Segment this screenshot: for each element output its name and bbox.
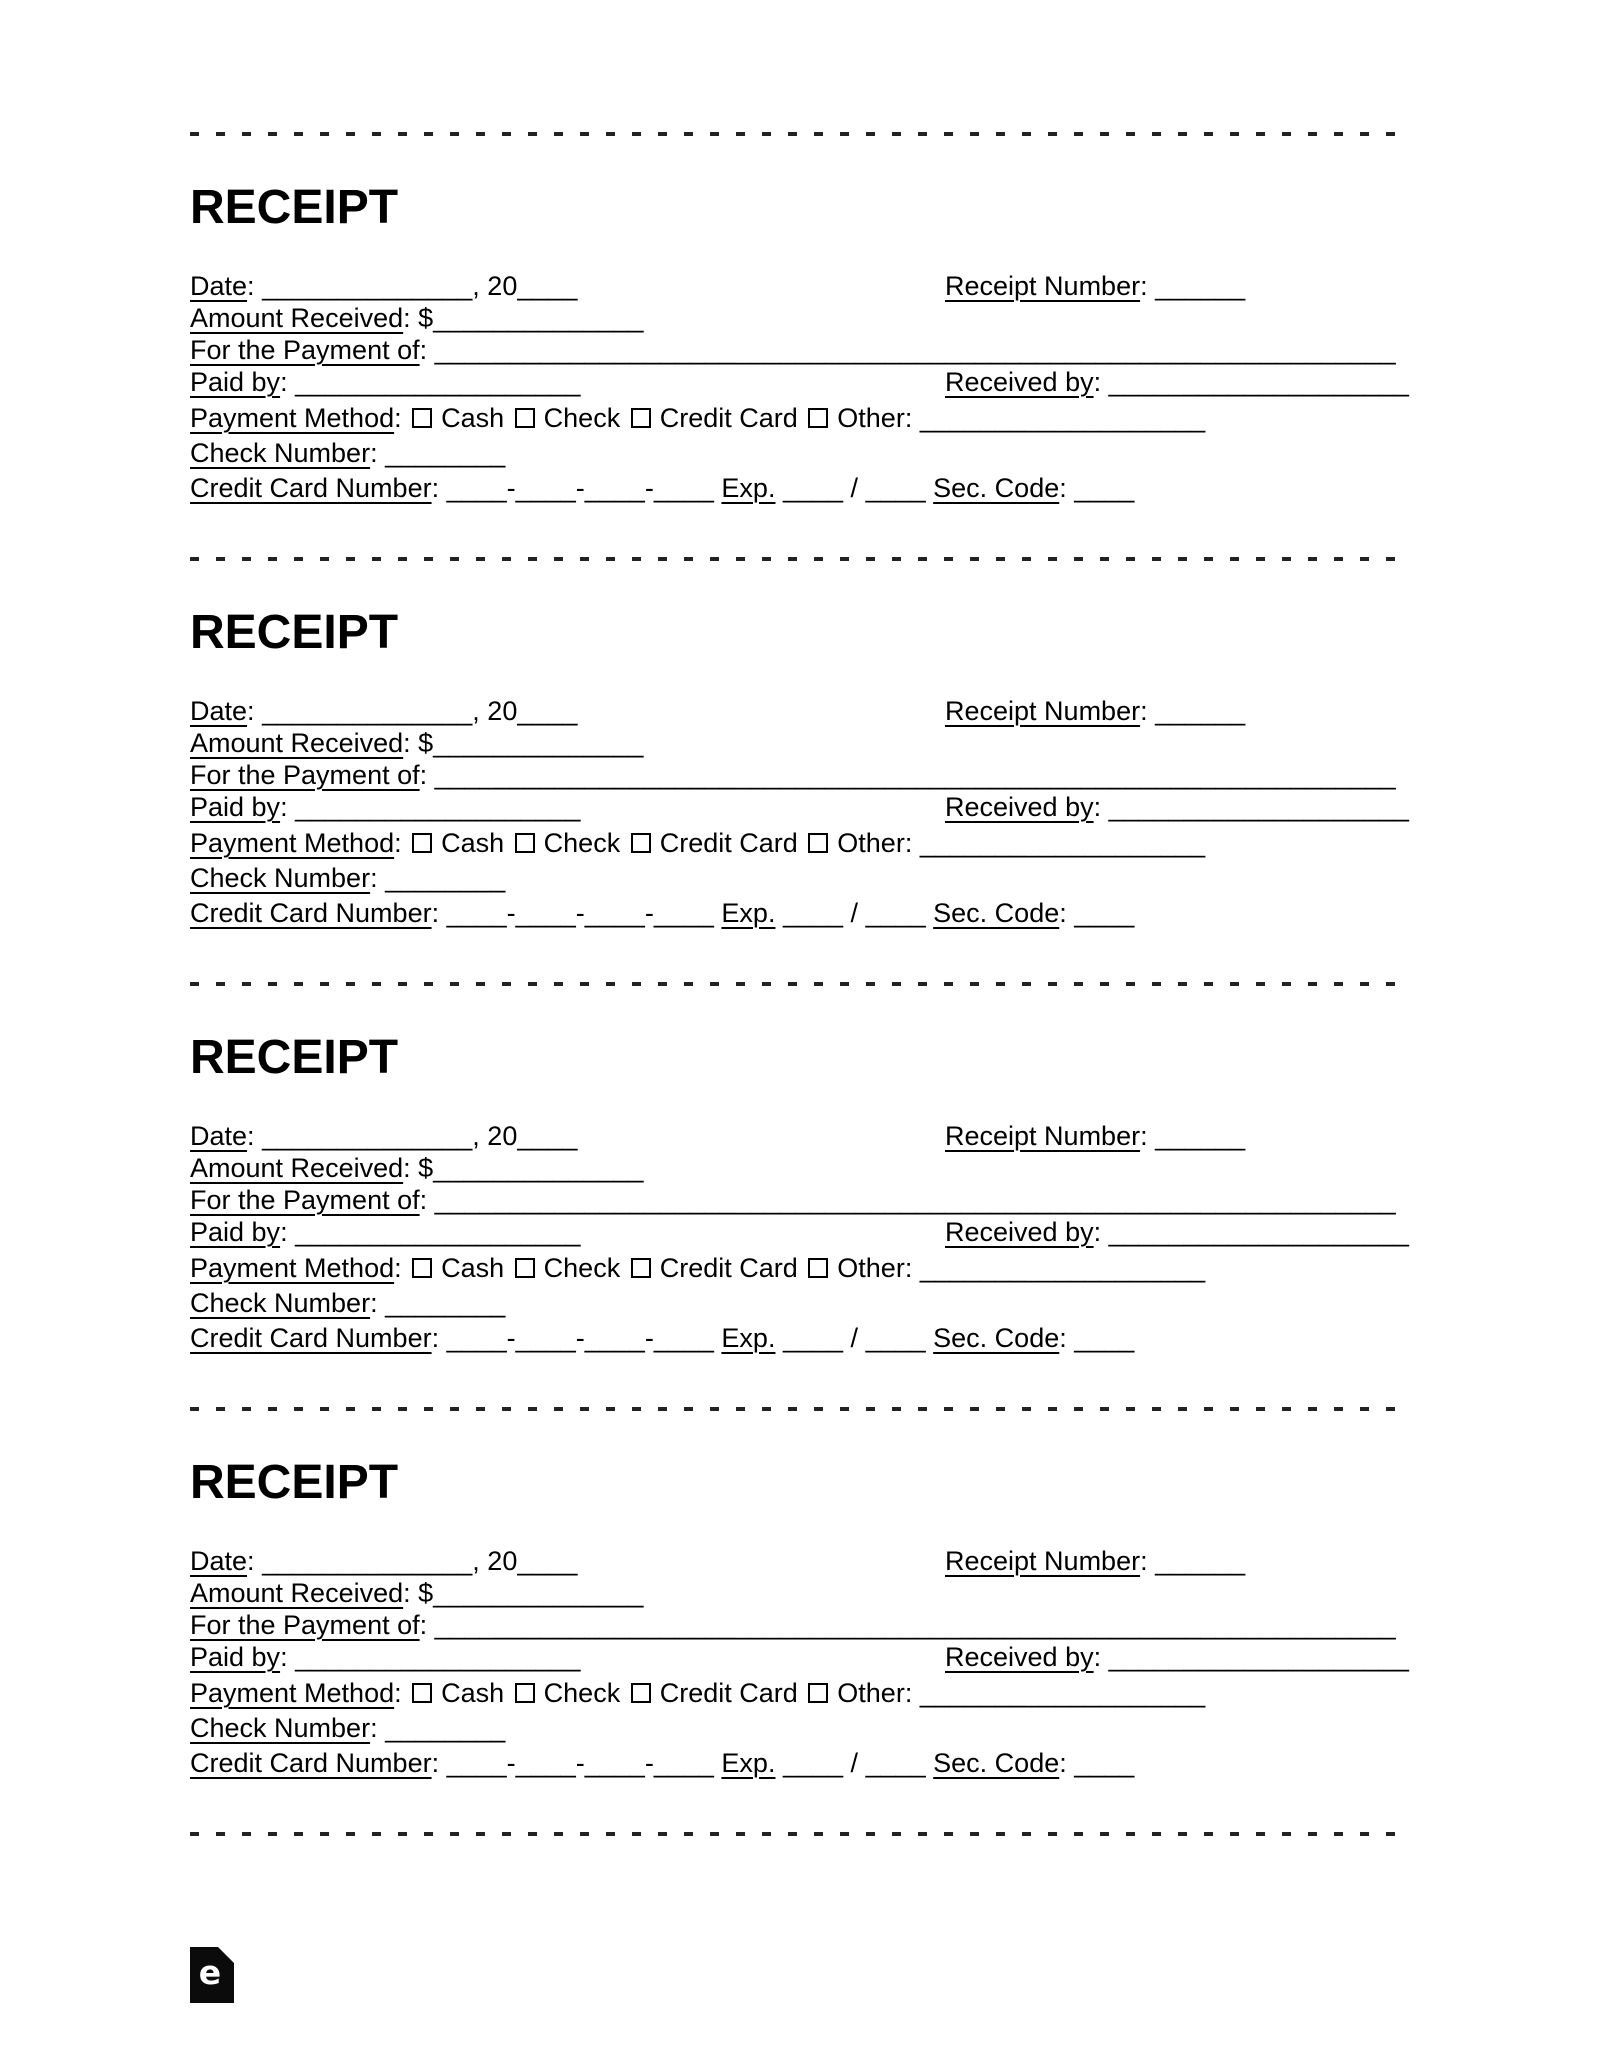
credit-card-option-label: Credit Card <box>659 403 798 433</box>
payment-of-label: For the Payment of <box>190 1610 420 1640</box>
card-group-blank-3: ____ <box>584 1748 645 1778</box>
date-label: Date <box>190 1546 248 1576</box>
amount-received-row <box>190 1577 1410 1609</box>
card-group-blank-1: ____ <box>446 1748 507 1778</box>
amount-received-label: Amount Received <box>190 1153 404 1183</box>
other-option-label: Other <box>837 403 905 433</box>
date-label: Date <box>190 1121 248 1151</box>
receipt-number-label: Receipt Number <box>945 271 1141 301</box>
card-group-blank-2: ____ <box>515 473 576 503</box>
sec-code-label: Sec. Code <box>933 1323 1060 1353</box>
exp-label: Exp. <box>721 473 776 503</box>
card-group-dash-3: - <box>644 473 654 503</box>
exp-blank-line: ____ <box>782 1748 844 1778</box>
card-group-dash-1: - <box>506 1748 516 1778</box>
check-number-label: Check Number <box>190 1288 371 1318</box>
paid-by-row <box>190 791 1410 823</box>
credit-card-checkbox-icon <box>631 833 651 853</box>
sec-code-colon: : <box>1059 1323 1075 1353</box>
payment-of-blank-line: ________________________________________________________________ <box>434 760 1396 790</box>
sec-code-blank-line: ____ <box>1074 1323 1135 1353</box>
received-by-label: Received by <box>945 792 1094 822</box>
payment-method-colon: : <box>394 828 410 858</box>
card-group-dash-3: - <box>644 1748 654 1778</box>
cash-checkbox-icon <box>412 833 432 853</box>
date-colon: : <box>247 1121 263 1151</box>
exp-year-blank-line: ____ <box>865 898 926 928</box>
card-group-blank-1: ____ <box>446 473 507 503</box>
logo-letter: e <box>198 1953 222 1992</box>
card-group-blank-4: ____ <box>653 1323 714 1353</box>
exp-label: Exp. <box>721 1323 776 1353</box>
amount-received-label: Amount Received <box>190 1578 404 1608</box>
receipt-number-label: Receipt Number <box>945 1546 1141 1576</box>
check-number-blank-line: ________ <box>385 1288 506 1318</box>
card-group-blank-3: ____ <box>584 898 645 928</box>
date-colon: : <box>247 1546 263 1576</box>
date-colon: : <box>247 271 263 301</box>
credit-card-number-colon: : <box>431 898 447 928</box>
receipt-section <box>190 1032 1410 1356</box>
other-colon: : <box>904 1253 920 1283</box>
card-group-dash-3: - <box>644 898 654 928</box>
paid-by-label: Paid by <box>190 1642 281 1672</box>
other-option-label: Other <box>837 1253 905 1283</box>
received-by-colon: : <box>1093 1217 1109 1247</box>
received-by-blank-line: ____________________ <box>1108 367 1409 397</box>
check-number-label: Check Number <box>190 438 371 468</box>
other-checkbox-icon <box>808 408 828 428</box>
other-option-label: Other <box>837 828 905 858</box>
credit-card-checkbox-icon <box>631 408 651 428</box>
amount-received-colon: : $ <box>403 1578 434 1608</box>
receipt-title: RECEIPT <box>190 1456 399 1509</box>
check-number-colon: : <box>370 1713 386 1743</box>
amount-received-blank-line: ______________ <box>433 1153 644 1183</box>
other-option-label: Other <box>837 1678 905 1708</box>
exp-slash: / <box>843 898 866 928</box>
payment-of-blank-line: ________________________________________________________________ <box>434 335 1396 365</box>
credit-card-number-colon: : <box>431 1748 447 1778</box>
paid-by-colon: : <box>280 792 296 822</box>
credit-card-checkbox-icon <box>631 1683 651 1703</box>
payment-of-label: For the Payment of <box>190 335 420 365</box>
exp-slash: / <box>843 1323 866 1353</box>
card-group-blank-1: ____ <box>446 1323 507 1353</box>
amount-received-colon: : $ <box>403 728 434 758</box>
receipt-title: RECEIPT <box>190 181 399 234</box>
credit-card-option-label: Credit Card <box>659 1253 798 1283</box>
check-number-label: Check Number <box>190 863 371 893</box>
card-group-dash-1: - <box>506 473 516 503</box>
exp-label: Exp. <box>721 1748 776 1778</box>
amount-received-colon: : $ <box>403 1153 434 1183</box>
received-by-label: Received by <box>945 367 1094 397</box>
receipt-number-blank-line: ______ <box>1155 696 1246 726</box>
date-year-prefix: , 20 <box>472 1546 518 1576</box>
amount-received-row <box>190 1152 1410 1184</box>
check-number-blank-line: ________ <box>385 863 506 893</box>
paid-by-label: Paid by <box>190 367 281 397</box>
receipt-number-colon: : <box>1140 1121 1156 1151</box>
credit-card-number-label: Credit Card Number <box>190 1323 432 1353</box>
receipt-title: RECEIPT <box>190 1031 399 1084</box>
other-colon: : <box>904 1678 920 1708</box>
receipt-section <box>190 607 1410 931</box>
paid-by-blank-line: ___________________ <box>295 792 581 822</box>
date-row <box>190 270 1410 302</box>
other-colon: : <box>904 828 920 858</box>
card-group-blank-2: ____ <box>515 1748 576 1778</box>
receipt-title: RECEIPT <box>190 606 399 659</box>
receipt-number-blank-line: ______ <box>1155 1546 1246 1576</box>
credit-card-checkbox-icon <box>631 1258 651 1278</box>
check-number-row <box>190 861 1410 896</box>
credit-card-number-row <box>190 1746 1410 1781</box>
receipt-section <box>190 1457 1410 1781</box>
card-group-dash-3: - <box>644 1323 654 1353</box>
receipt-number-blank-line: ______ <box>1155 1121 1246 1151</box>
receipt-number-label: Receipt Number <box>945 696 1141 726</box>
received-by-label: Received by <box>945 1217 1094 1247</box>
payment-method-label: Payment Method <box>190 1253 395 1283</box>
exp-year-blank-line: ____ <box>865 1323 926 1353</box>
receipt-number-blank-line: ______ <box>1155 271 1246 301</box>
card-group-blank-3: ____ <box>584 1323 645 1353</box>
receipt-blocks <box>190 132 1410 1836</box>
card-group-blank-4: ____ <box>653 473 714 503</box>
card-group-dash-1: - <box>506 898 516 928</box>
credit-card-number-row <box>190 471 1410 506</box>
cash-option-label: Cash <box>441 1678 505 1708</box>
paid-by-row <box>190 1216 1410 1248</box>
receipt-number-colon: : <box>1140 271 1156 301</box>
check-number-row <box>190 436 1410 471</box>
cash-option-label: Cash <box>441 403 505 433</box>
dashed-separator <box>190 982 1402 986</box>
date-label: Date <box>190 271 248 301</box>
card-group-blank-2: ____ <box>515 1323 576 1353</box>
check-number-row <box>190 1286 1410 1321</box>
date-row <box>190 1120 1410 1152</box>
payment-of-blank-line: ________________________________________________________________ <box>434 1610 1396 1640</box>
sec-code-label: Sec. Code <box>933 1748 1060 1778</box>
date-colon: : <box>247 696 263 726</box>
check-checkbox-icon <box>515 1258 535 1278</box>
payment-method-row <box>190 826 1410 861</box>
amount-received-colon: : $ <box>403 303 434 333</box>
credit-card-number-colon: : <box>431 1323 447 1353</box>
card-group-blank-4: ____ <box>653 898 714 928</box>
check-option-label: Check <box>543 403 621 433</box>
cash-checkbox-icon <box>412 1683 432 1703</box>
check-number-label: Check Number <box>190 1713 371 1743</box>
payment-method-colon: : <box>394 403 410 433</box>
amount-received-blank-line: ______________ <box>433 303 644 333</box>
check-number-blank-line: ________ <box>385 1713 506 1743</box>
check-number-colon: : <box>370 863 386 893</box>
payment-of-colon: : <box>419 1610 435 1640</box>
payment-of-row <box>190 759 1410 791</box>
payment-method-row <box>190 1676 1410 1711</box>
check-checkbox-icon <box>515 408 535 428</box>
payment-of-colon: : <box>419 335 435 365</box>
card-group-dash-2: - <box>575 898 585 928</box>
card-group-dash-2: - <box>575 473 585 503</box>
other-blank-line: ___________________ <box>919 1678 1206 1708</box>
paid-by-label: Paid by <box>190 1217 281 1247</box>
received-by-label: Received by <box>945 1642 1094 1672</box>
credit-card-number-label: Credit Card Number <box>190 898 432 928</box>
credit-card-number-label: Credit Card Number <box>190 473 432 503</box>
dashed-separator <box>190 557 1402 561</box>
payment-of-row <box>190 1609 1410 1641</box>
payment-method-colon: : <box>394 1678 410 1708</box>
sec-code-blank-line: ____ <box>1074 473 1135 503</box>
date-year-prefix: , 20 <box>472 696 518 726</box>
paid-by-colon: : <box>280 1217 296 1247</box>
payment-of-label: For the Payment of <box>190 760 420 790</box>
amount-received-row <box>190 727 1410 759</box>
check-number-blank-line: ________ <box>385 438 506 468</box>
amount-received-label: Amount Received <box>190 303 404 333</box>
payment-method-row <box>190 1251 1410 1286</box>
date-blank-line: ______________ <box>262 1546 473 1576</box>
amount-received-blank-line: ______________ <box>433 728 644 758</box>
received-by-colon: : <box>1093 367 1109 397</box>
exp-blank-line: ____ <box>782 473 844 503</box>
dashed-separator <box>190 1832 1402 1836</box>
exp-label: Exp. <box>721 898 776 928</box>
sec-code-label: Sec. Code <box>933 473 1060 503</box>
paid-by-label: Paid by <box>190 792 281 822</box>
card-group-dash-2: - <box>575 1748 585 1778</box>
cash-checkbox-icon <box>412 408 432 428</box>
other-blank-line: ___________________ <box>919 828 1206 858</box>
other-checkbox-icon <box>808 1258 828 1278</box>
sec-code-colon: : <box>1059 473 1075 503</box>
exp-blank-line: ____ <box>782 898 844 928</box>
check-number-row <box>190 1711 1410 1746</box>
exp-blank-line: ____ <box>782 1323 844 1353</box>
amount-received-row <box>190 302 1410 334</box>
other-checkbox-icon <box>808 1683 828 1703</box>
card-group-dash-1: - <box>506 1323 516 1353</box>
date-blank-line: ______________ <box>262 696 473 726</box>
payment-of-row <box>190 334 1410 366</box>
card-group-dash-2: - <box>575 1323 585 1353</box>
date-year-blank-line: ____ <box>517 1121 578 1151</box>
check-number-colon: : <box>370 1288 386 1318</box>
other-colon: : <box>904 403 920 433</box>
date-year-blank-line: ____ <box>517 1546 578 1576</box>
dashed-separator <box>190 1407 1402 1411</box>
other-checkbox-icon <box>808 833 828 853</box>
check-checkbox-icon <box>515 833 535 853</box>
receipt-section <box>190 182 1410 506</box>
eforms-logo-icon <box>190 1947 234 2003</box>
paid-by-colon: : <box>280 367 296 397</box>
date-year-blank-line: ____ <box>517 696 578 726</box>
date-row <box>190 1545 1410 1577</box>
receipt-number-colon: : <box>1140 696 1156 726</box>
paid-by-row <box>190 366 1410 398</box>
received-by-blank-line: ____________________ <box>1108 792 1409 822</box>
payment-method-label: Payment Method <box>190 828 395 858</box>
payment-of-label: For the Payment of <box>190 1185 420 1215</box>
other-blank-line: ___________________ <box>919 403 1206 433</box>
check-checkbox-icon <box>515 1683 535 1703</box>
card-group-blank-4: ____ <box>653 1748 714 1778</box>
sec-code-blank-line: ____ <box>1074 1748 1135 1778</box>
check-option-label: Check <box>543 1253 621 1283</box>
paid-by-blank-line: ___________________ <box>295 1642 581 1672</box>
credit-card-option-label: Credit Card <box>659 828 798 858</box>
check-option-label: Check <box>543 828 621 858</box>
paid-by-blank-line: ___________________ <box>295 367 581 397</box>
receipt-number-colon: : <box>1140 1546 1156 1576</box>
card-group-blank-1: ____ <box>446 898 507 928</box>
date-year-blank-line: ____ <box>517 271 578 301</box>
exp-year-blank-line: ____ <box>865 1748 926 1778</box>
sec-code-colon: : <box>1059 898 1075 928</box>
cash-option-label: Cash <box>441 1253 505 1283</box>
received-by-blank-line: ____________________ <box>1108 1217 1409 1247</box>
payment-method-row <box>190 401 1410 436</box>
date-blank-line: ______________ <box>262 271 473 301</box>
payment-of-row <box>190 1184 1410 1216</box>
payment-of-colon: : <box>419 1185 435 1215</box>
paid-by-blank-line: ___________________ <box>295 1217 581 1247</box>
received-by-colon: : <box>1093 1642 1109 1672</box>
card-group-blank-3: ____ <box>584 473 645 503</box>
sec-code-blank-line: ____ <box>1074 898 1135 928</box>
date-year-prefix: , 20 <box>472 271 518 301</box>
payment-of-colon: : <box>419 760 435 790</box>
paid-by-row <box>190 1641 1410 1673</box>
date-label: Date <box>190 696 248 726</box>
sec-code-colon: : <box>1059 1748 1075 1778</box>
date-blank-line: ______________ <box>262 1121 473 1151</box>
other-blank-line: ___________________ <box>919 1253 1206 1283</box>
payment-of-blank-line: ________________________________________________________________ <box>434 1185 1396 1215</box>
credit-card-number-row <box>190 1321 1410 1356</box>
amount-received-label: Amount Received <box>190 728 404 758</box>
received-by-blank-line: ____________________ <box>1108 1642 1409 1672</box>
cash-checkbox-icon <box>412 1258 432 1278</box>
check-option-label: Check <box>543 1678 621 1708</box>
paid-by-colon: : <box>280 1642 296 1672</box>
received-by-colon: : <box>1093 792 1109 822</box>
sec-code-label: Sec. Code <box>933 898 1060 928</box>
credit-card-number-row <box>190 896 1410 931</box>
payment-method-label: Payment Method <box>190 1678 395 1708</box>
card-group-blank-2: ____ <box>515 898 576 928</box>
payment-method-colon: : <box>394 1253 410 1283</box>
exp-slash: / <box>843 1748 866 1778</box>
amount-received-blank-line: ______________ <box>433 1578 644 1608</box>
payment-method-label: Payment Method <box>190 403 395 433</box>
exp-slash: / <box>843 473 866 503</box>
cash-option-label: Cash <box>441 828 505 858</box>
date-year-prefix: , 20 <box>472 1121 518 1151</box>
exp-year-blank-line: ____ <box>865 473 926 503</box>
credit-card-number-label: Credit Card Number <box>190 1748 432 1778</box>
date-row <box>190 695 1410 727</box>
credit-card-number-colon: : <box>431 473 447 503</box>
receipt-number-label: Receipt Number <box>945 1121 1141 1151</box>
check-number-colon: : <box>370 438 386 468</box>
credit-card-option-label: Credit Card <box>659 1678 798 1708</box>
dashed-separator <box>190 132 1402 136</box>
